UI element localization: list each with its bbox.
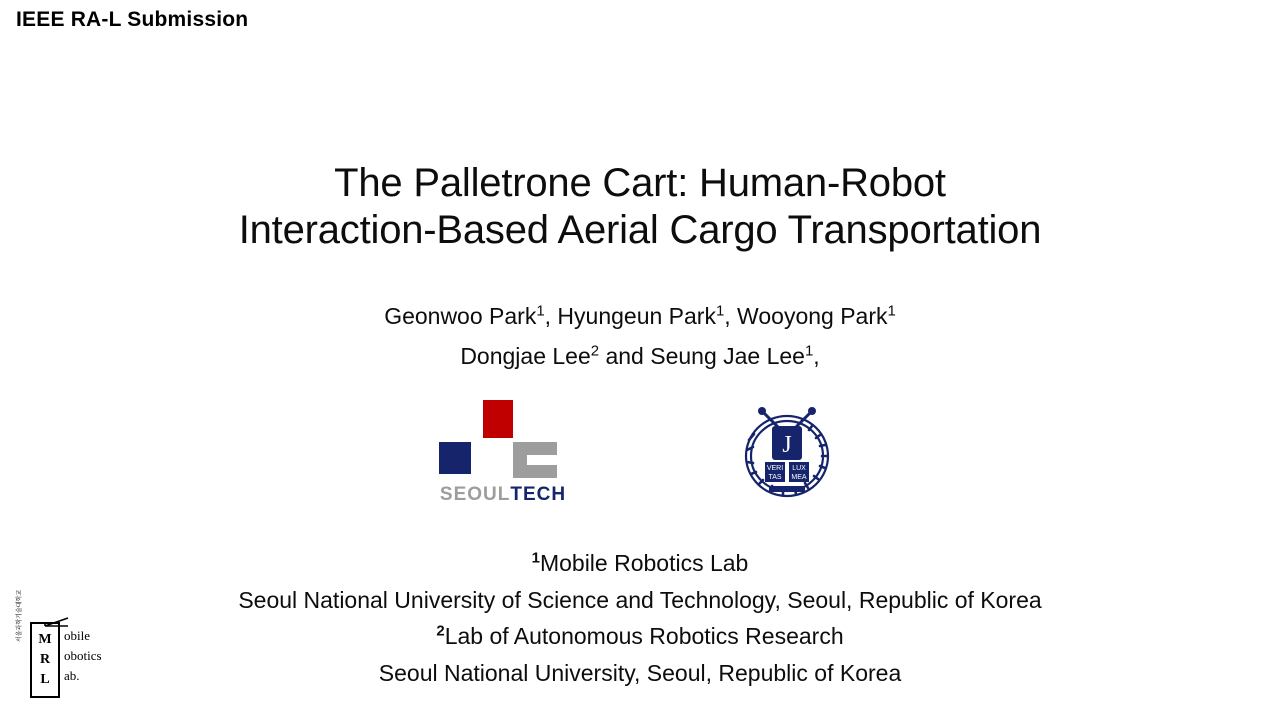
seoultech-blue-block: [439, 442, 471, 474]
mrl-korean-text: 서울과학기술대학교: [17, 589, 23, 642]
affiliation-text-3: Lab of Autonomous Robotics Research: [444, 623, 844, 649]
seoultech-red-block: [483, 400, 513, 438]
venue-label: IEEE RA-L Submission: [16, 8, 249, 31]
affiliation-list: [0, 545, 1280, 691]
logo-row: [0, 400, 1280, 520]
snu-motto-veri: VERI: [766, 465, 784, 472]
mrl-words: [64, 626, 102, 686]
title-line-1: The Palletrone Cart: Human-Robot: [334, 161, 946, 205]
author-line-2: [0, 336, 1280, 376]
seoultech-wordmark-blue: TECH: [510, 484, 567, 505]
snu-motto-mea: MEA: [791, 474, 807, 481]
author-affil-marker-5: 1: [804, 342, 814, 360]
author-list: [0, 296, 1280, 376]
author-name-1: Geonwoo Park: [384, 303, 537, 329]
snu-motto-lux: LUX: [792, 465, 806, 472]
affiliation-marker-2: 2: [436, 622, 445, 640]
author-affil-marker-1: 1: [536, 302, 545, 320]
author-affil-marker-3: 1: [887, 302, 896, 320]
author-trailing-comma: ,: [813, 343, 820, 369]
seoultech-logo: [439, 400, 567, 512]
seoultech-wordmark-grey: SEOUL: [439, 484, 511, 505]
page-title: [0, 160, 1280, 254]
author-sep-2: , Wooyong Park: [724, 303, 888, 329]
author-line-1: [0, 296, 1280, 336]
mrl-word-lab: ab.: [64, 668, 80, 683]
author-affil-marker-4: 2: [590, 342, 600, 360]
author-affil-marker-2: 1: [715, 302, 725, 320]
affiliation-marker-1: 1: [531, 549, 540, 567]
affiliation-line-1: [0, 545, 1280, 582]
mrl-word-robotics: obotics: [64, 648, 102, 663]
snu-emblem-graphic: [733, 400, 841, 506]
mrl-lab-logo: [12, 589, 122, 710]
mrl-letter-l: L: [40, 672, 50, 687]
author-name-4: Dongjae Lee: [460, 343, 591, 369]
snu-emblem: [733, 400, 841, 506]
svg-text:J: J: [782, 432, 792, 458]
mrl-letter-r: R: [39, 652, 51, 667]
author-conjunction: and Seung Jae Lee: [599, 343, 805, 369]
mrl-letter-box: [30, 622, 60, 698]
snu-motto-tas: TAS: [768, 474, 782, 481]
affiliation-line-3: [0, 618, 1280, 655]
affiliation-text-1: Mobile Robotics Lab: [539, 550, 749, 576]
author-sep-1: , Hyungeun Park: [544, 303, 716, 329]
affiliation-line-4: Seoul National University, Seoul, Republic of Korea: [378, 659, 902, 686]
seoultech-grey-bottom: [513, 465, 557, 478]
mrl-letter-m: M: [38, 632, 52, 647]
title-line-2: Interaction-Based Aerial Cargo Transportation: [238, 208, 1042, 252]
affiliation-line-2: Seoul National University of Science and Technology, Seoul, Republic of Korea: [238, 586, 1042, 613]
seoultech-wordmark: [439, 484, 567, 506]
mrl-word-mobile: obile: [64, 628, 90, 643]
